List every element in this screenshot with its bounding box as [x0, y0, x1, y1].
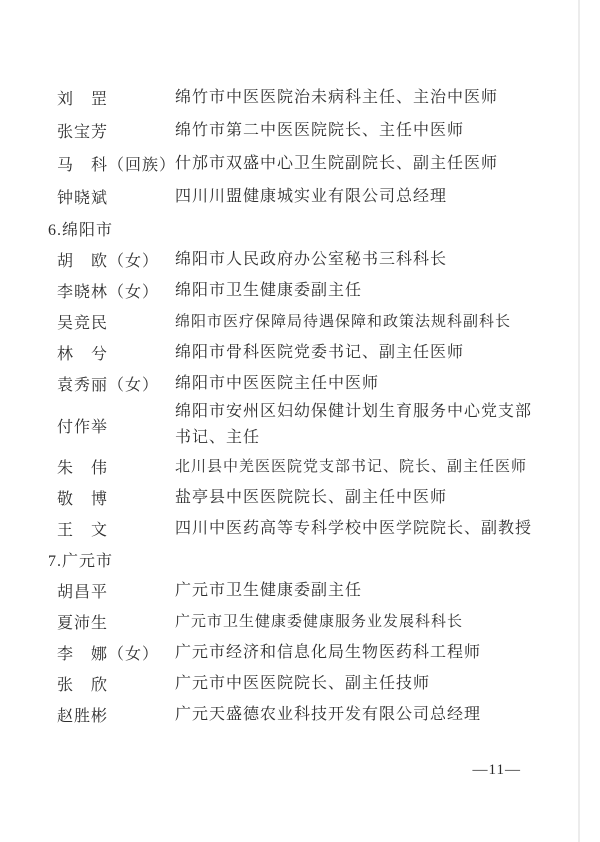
person-name: 朱 伟 [57, 460, 109, 477]
entry-row [0, 81, 600, 114]
entry-row [0, 575, 600, 606]
person-title: 绵阳市人民政府办公室秘书三科科长 [175, 250, 448, 268]
person-name: 胡昌平 [57, 584, 109, 601]
person-title: 绵阳市中医医院主任中医师 [175, 374, 380, 392]
person-name: 赵胜彬 [57, 708, 109, 725]
person-name: 敬 博 [57, 491, 109, 508]
person-name: 刘 罡 [57, 91, 109, 108]
person-name: 马 科（回族） [57, 157, 177, 174]
entry-row [0, 399, 600, 451]
person-title: 绵竹市第二中医医院院长、主任中医师 [175, 121, 465, 139]
section-header: 6.绵阳市 [48, 222, 114, 239]
person-title: 四川川盟健康城实业有限公司总经理 [175, 187, 448, 205]
entry-row [0, 368, 600, 399]
person-title: 绵阳市骨科医院党委书记、副主任医师 [175, 343, 465, 361]
entry-row [0, 451, 600, 482]
person-name: 吴竞民 [57, 315, 109, 332]
person-title: 广元市卫生健康委健康服务业发展科科长 [175, 613, 464, 630]
entry-row [0, 606, 600, 637]
person-title: 广元市经济和信息化局生物医药科工程师 [175, 643, 482, 661]
person-name: 袁秀丽（女） [57, 377, 160, 394]
person-name: 王 文 [57, 522, 109, 539]
entry-row [0, 180, 600, 213]
person-name: 李晓林（女） [57, 284, 160, 301]
person-title: 绵阳市医疗保障局待遇保障和政策法规科副科长 [175, 313, 512, 330]
person-name: 付作举 [57, 418, 109, 436]
entry-row [0, 306, 600, 337]
entry-row [0, 699, 600, 730]
person-name: 张 欣 [57, 677, 109, 694]
person-title: 绵阳市安州区妇幼保健计划生育服务中心党支部书记、主任 [175, 403, 533, 446]
person-title: 四川中医药高等专科学校中医学院院长、副教授 [175, 519, 533, 537]
entry-row [0, 147, 600, 180]
entry-row [0, 637, 600, 668]
name-list [0, 81, 600, 730]
section-mianyang [0, 213, 600, 544]
entry-row [0, 114, 600, 147]
person-title: 盐亭县中医医院院长、副主任中医师 [175, 488, 448, 506]
person-name: 夏沛生 [57, 615, 109, 632]
scan-edge-line [578, 0, 580, 842]
section-header: 7.广元市 [48, 553, 114, 570]
entry-row [0, 337, 600, 368]
page-number: —11— [472, 762, 521, 778]
person-name: 李 娜（女） [57, 646, 160, 663]
person-title: 北川县中羌医医院党支部书记、院长、副主任医师 [175, 458, 528, 475]
person-title: 绵竹市中医医院治未病科主任、主治中医师 [175, 88, 499, 106]
person-name: 林 兮 [57, 346, 109, 363]
entry-row [0, 513, 600, 544]
section-dezhou-remainder [0, 81, 600, 213]
entry-row [0, 244, 600, 275]
person-title: 绵阳市卫生健康委副主任 [175, 281, 363, 299]
person-name: 胡 欧（女） [57, 253, 160, 270]
entry-row [0, 275, 600, 306]
entry-row [0, 668, 600, 699]
person-name: 钟晓斌 [57, 190, 109, 207]
person-title: 广元市卫生健康委副主任 [175, 581, 363, 599]
person-title: 什邡市双盛中心卫生院副院长、副主任医师 [175, 154, 499, 172]
person-title: 广元天盛德农业科技开发有限公司总经理 [175, 705, 482, 723]
section-guangyuan [0, 544, 600, 730]
person-name: 张宝芳 [57, 124, 109, 141]
entry-row [0, 482, 600, 513]
person-title: 广元市中医医院院长、副主任技师 [175, 674, 431, 692]
